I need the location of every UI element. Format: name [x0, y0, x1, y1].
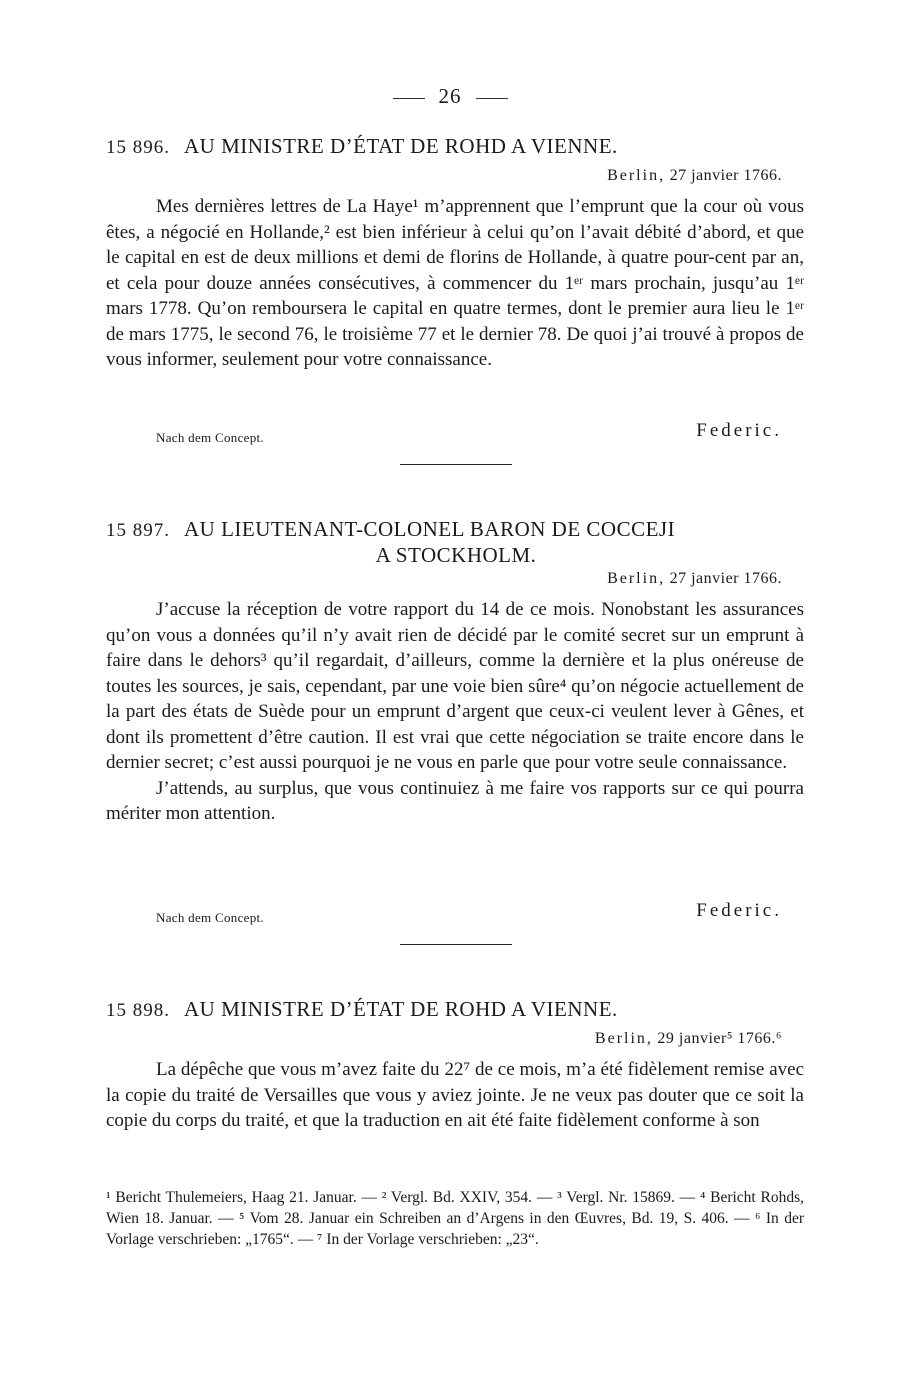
letter-addressee: AU MINISTRE D’ÉTAT DE ROHD A VIENNE.: [184, 134, 618, 158]
signature: Federic.: [696, 420, 782, 441]
section-divider: [400, 944, 512, 945]
section-divider: [400, 464, 512, 465]
letter-number: 15 896.: [106, 137, 170, 158]
paragraph: Mes dernières lettres de La Haye¹ m’apprennent que l’emprunt que la cour où vous êtes, a négocié en Hollande,² est bien inférieur à celui qu’on l’avait débité d’abord, et que le capital en est de deux millions et demi de florins de Hollande, à quatre pour-cent par an, et cela pour douze années consécutives, à commencer du 1ᵉʳ mars prochain, jusqu’au 1ᵉʳ mars 1778. Qu’on remboursera le capital en quatre termes, dont le premier aura lieu le 1ᵉʳ de mars 1775, le second 76, le troisième 77 et le dernier 78. De quoi j’ai trouvé à propos de vous informer, seulement pour votre connaissance.: [106, 196, 804, 370]
letter-heading: [106, 134, 806, 160]
date: 29 janvier⁵ 1766.⁶: [657, 1030, 782, 1047]
letter-body: [106, 194, 804, 373]
letter-number: 15 898.: [106, 1000, 170, 1021]
letter-addressee: AU MINISTRE D’ÉTAT DE ROHD A VIENNE.: [184, 997, 618, 1021]
place: Berlin,: [594, 1030, 653, 1047]
paragraph: J’accuse la réception de votre rapport du 14 de ce mois. Nonobstant les assurances qu’on vous a données qu’il n’y avait rien de décidé par le comité secret sur un emprunt à faire dans le dehors³ qu’il regardait, d’ailleurs, comme la dernière et la plus onéreuse de toutes les sources, je sais, cependant, par une voie bien sûre⁴ qu’on négocie actuellement de la part des états de Suède pour un emprunt d’argent que ceux-ci veulent lever à Gênes, et dont ils promettent d’être caution. Il est vrai que cette négociation se traite encore dans le dernier secret; c’est aussi pourquoi je ne vous en parle que pour votre seule connaissance.: [106, 599, 804, 773]
paragraph: J’attends, au surplus, que vous continuiez à me faire vos rapports sur ce qui pourra mériter mon attention.: [106, 777, 804, 824]
letter-addressee: AU LIEUTENANT-COLONEL BARON DE COCCEJI: [184, 517, 676, 541]
source-note: Nach dem Concept.: [156, 910, 264, 925]
footnotes: ¹ Bericht Thulemeiers, Haag 21. Januar. — ² Vergl. Bd. XXIV, 354. — ³ Vergl. Nr. 15869. — ⁴ Bericht Rohds, Wien 18. Januar. — ⁵ Vom 28. Januar ein Schreiben an d’Argens in den Œuvres, Bd. 19, S. 406. — ⁶ In der Vorlage verschrieben: „1765“. — ⁷ In der Vorlage verschrieben: „23“.: [106, 1189, 804, 1248]
letter-addressee-place: A STOCKHOLM.: [375, 543, 537, 567]
dateline: [607, 570, 782, 588]
page-number: 26: [0, 84, 900, 109]
divider: [476, 98, 508, 99]
dateline: [595, 1030, 782, 1048]
place: Berlin,: [607, 570, 666, 587]
letter-body: [106, 597, 804, 827]
dateline: [607, 167, 782, 185]
letter-number: 15 897.: [106, 520, 170, 541]
paragraph: La dépêche que vous m’avez faite du 22⁷ de ce mois, m’a été fidèlement remise avec la copie du traité de Versailles que vous y aviez jointe. Je ne veux pas douter que ce soit la copie du corps du traité, et que la traduction en ait été faite fidèlement conforme à son: [106, 1059, 804, 1131]
date: 27 janvier 1766.: [669, 570, 782, 587]
letter-heading: [106, 517, 806, 568]
date: 27 janvier 1766.: [669, 167, 782, 184]
place: Berlin,: [607, 167, 666, 184]
letter-body: [106, 1057, 804, 1134]
divider: [393, 98, 425, 99]
source-note: Nach dem Concept.: [156, 430, 264, 445]
signature: Federic.: [696, 900, 782, 921]
letter-heading: [106, 997, 806, 1023]
